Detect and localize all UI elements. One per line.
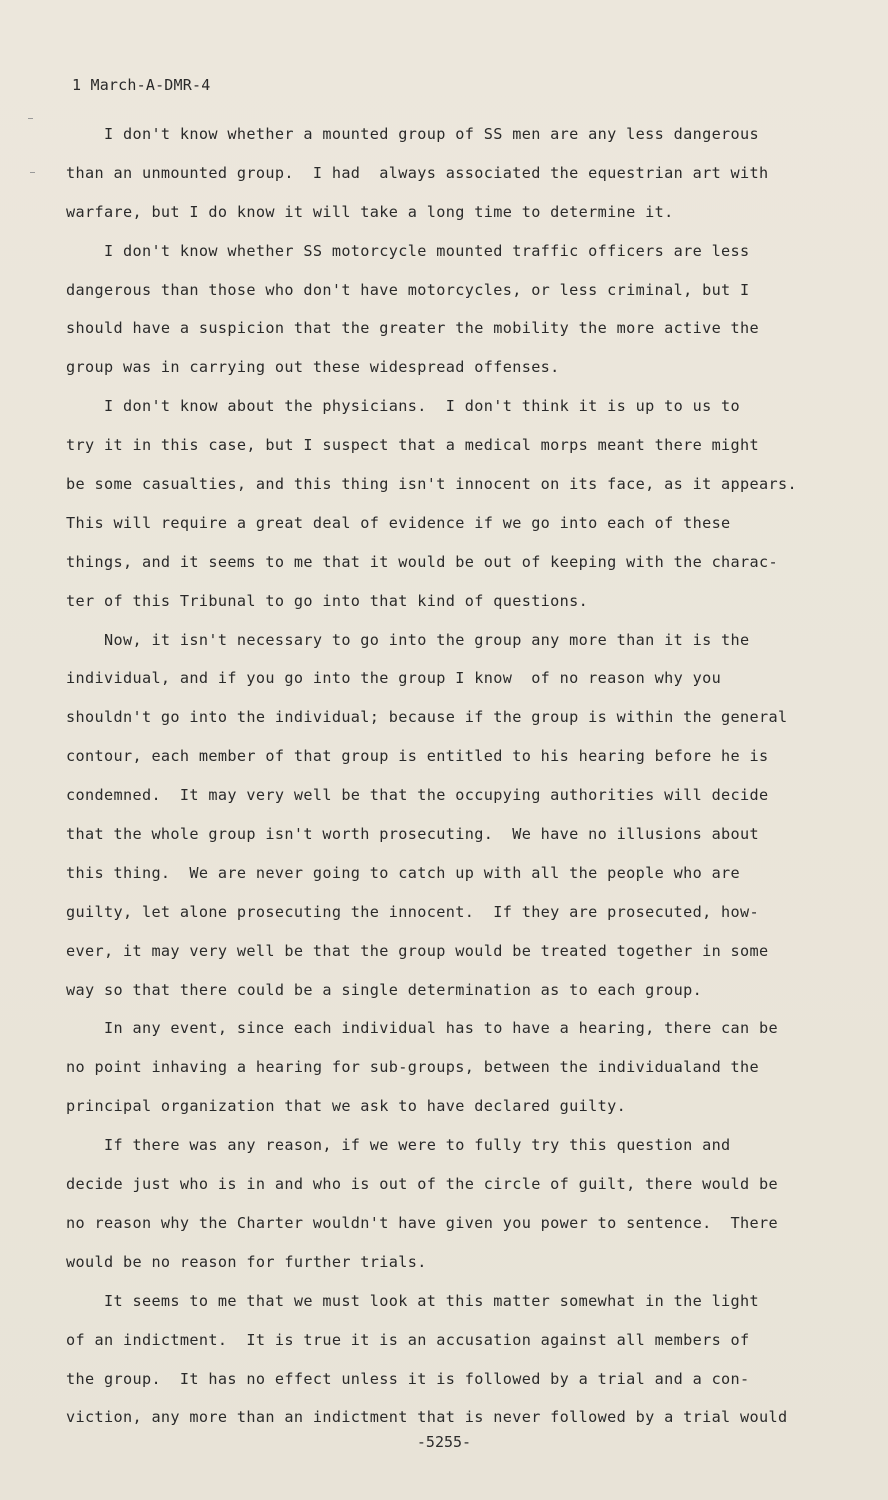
text-line: warfare, but I do know it will take a long time to determine it.	[66, 202, 674, 221]
text-line: individual, and if you go into the group I know of no reason why you	[66, 669, 722, 688]
text-line: In any event, since each individual has to have a hearing, there can be	[66, 1019, 779, 1038]
text-line: guilty, let alone prosecuting the innocent. If they are prosecuted, how-	[66, 902, 760, 921]
text-line: would be no reason for further trials.	[66, 1252, 427, 1271]
text-line: Now, it isn't necessary to go into the group any more than it is the	[66, 630, 750, 649]
text-line: It seems to me that we must look at this matter somewhat in the light	[66, 1291, 760, 1310]
text-line: I don't know about the physicians. I don't think it is up to us to	[66, 397, 741, 416]
text-line: should have a suspicion that the greater the mobility the more active the	[66, 319, 760, 338]
text-line: try it in this case, but I suspect that a medical morps meant there might	[66, 436, 760, 455]
text-line: group was in carrying out these widespread offenses.	[66, 358, 560, 377]
text-line: This will require a great deal of evidence if we go into each of these	[66, 513, 731, 532]
margin-mark	[30, 172, 35, 173]
text-line: contour, each member of that group is entitled to his hearing before he is	[66, 747, 769, 766]
text-line: this thing. We are never going to catch up with all the people who are	[66, 863, 741, 882]
text-line: I don't know whether a mounted group of SS men are any less dangerous	[66, 125, 760, 143]
text-line: principal organization that we ask to have declared guilty.	[66, 1097, 627, 1116]
text-line: ter of this Tribunal to go into that kind of questions.	[66, 591, 589, 610]
text-line: of an indictment. It is true it is an accusation against all members of	[66, 1330, 750, 1349]
text-line: things, and it seems to me that it would be out of keeping with the charac-	[66, 552, 779, 571]
margin-mark	[28, 118, 33, 119]
text-line: I don't know whether SS motorcycle mounted traffic officers are less	[66, 241, 750, 260]
page-number: -5255-	[416, 1433, 472, 1451]
text-line: no reason why the Charter wouldn't have given you power to sentence. There	[66, 1213, 779, 1232]
text-line: be some casualties, and this thing isn't innocent on its face, as it appears.	[66, 475, 798, 494]
page-header: 1 March-A-DMR-4	[72, 76, 211, 94]
body-text	[66, 115, 826, 1437]
text-line: dangerous than those who don't have motorcycles, or less criminal, but I	[66, 280, 750, 299]
text-line: viction, any more than an indictment that is never followed by a trial would	[66, 1408, 788, 1427]
text-line: decide just who is in and who is out of the circle of guilt, there would be	[66, 1175, 779, 1194]
text-line: condemned. It may very well be that the occupying authorities will decide	[66, 786, 769, 805]
text-line: the group. It has no effect unless it is followed by a trial and a con-	[66, 1369, 750, 1388]
text-line: than an unmounted group. I had always associated the equestrian art with	[66, 163, 769, 182]
text-line: shouldn't go into the individual; because if the group is within the general	[66, 708, 788, 727]
text-line: ever, it may very well be that the group would be treated together in some	[66, 941, 769, 960]
text-line: no point inhaving a hearing for sub-groups, between the individualand the	[66, 1058, 760, 1077]
text-line: If there was any reason, if we were to fully try this question and	[66, 1136, 731, 1155]
text-line: that the whole group isn't worth prosecuting. We have no illusions about	[66, 825, 760, 844]
text-line: way so that there could be a single determination as to each group.	[66, 980, 703, 999]
